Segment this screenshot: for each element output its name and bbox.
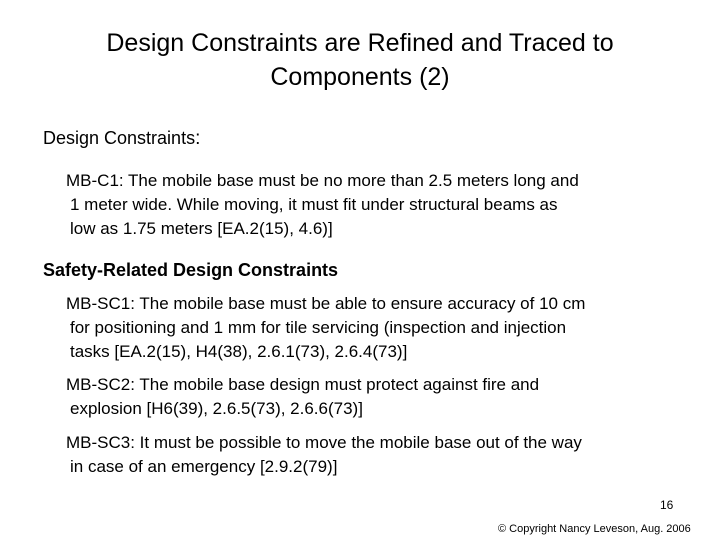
constraint-line: MB-SC1: The mobile base must be able to ensure accuracy of 10 cm xyxy=(66,294,586,313)
constraint-line: MB-SC2: The mobile base design must protect against fire and xyxy=(66,375,540,394)
constraint-line: for positioning and 1 mm for tile servicing (inspection and injection xyxy=(70,318,567,337)
copyright-notice: © Copyright Nancy Leveson, Aug. 2006 xyxy=(498,523,691,535)
constraint-line: low as 1.75 meters [EA.2(15), 4.6)] xyxy=(70,219,333,238)
constraint-line: 1 meter wide. While moving, it must fit under structural beams as xyxy=(70,195,558,214)
constraint-line: explosion [H6(39), 2.6.5(73), 2.6.6(73)] xyxy=(70,399,363,418)
page-number: 16 xyxy=(660,498,674,512)
slide-title-line: Design Constraints are Refined and Traced to xyxy=(106,29,614,57)
slide-title xyxy=(20,26,700,94)
constraint-item-mb-sc3 xyxy=(66,431,582,479)
constraint-item-mb-sc2 xyxy=(66,373,539,421)
constraint-line: tasks [EA.2(15), H4(38), 2.6.1(73), 2.6.4(73)] xyxy=(70,342,408,361)
constraint-line: MB-SC3: It must be possible to move the mobile base out of the way xyxy=(66,433,582,452)
slide-title-line: Components (2) xyxy=(270,63,450,91)
constraint-item-mb-c1 xyxy=(66,169,579,241)
constraint-line: MB-C1: The mobile base must be no more than 2.5 meters long and xyxy=(66,171,579,190)
constraint-item-mb-sc1 xyxy=(66,292,585,364)
safety-constraints-heading: Safety-Related Design Constraints xyxy=(43,260,339,280)
design-constraints-heading-text: Design Constraints xyxy=(43,128,196,148)
constraint-line: in case of an emergency [2.9.2(79)] xyxy=(70,457,338,476)
design-constraints-heading-colon: : xyxy=(195,128,201,149)
design-constraints-heading xyxy=(43,126,200,151)
